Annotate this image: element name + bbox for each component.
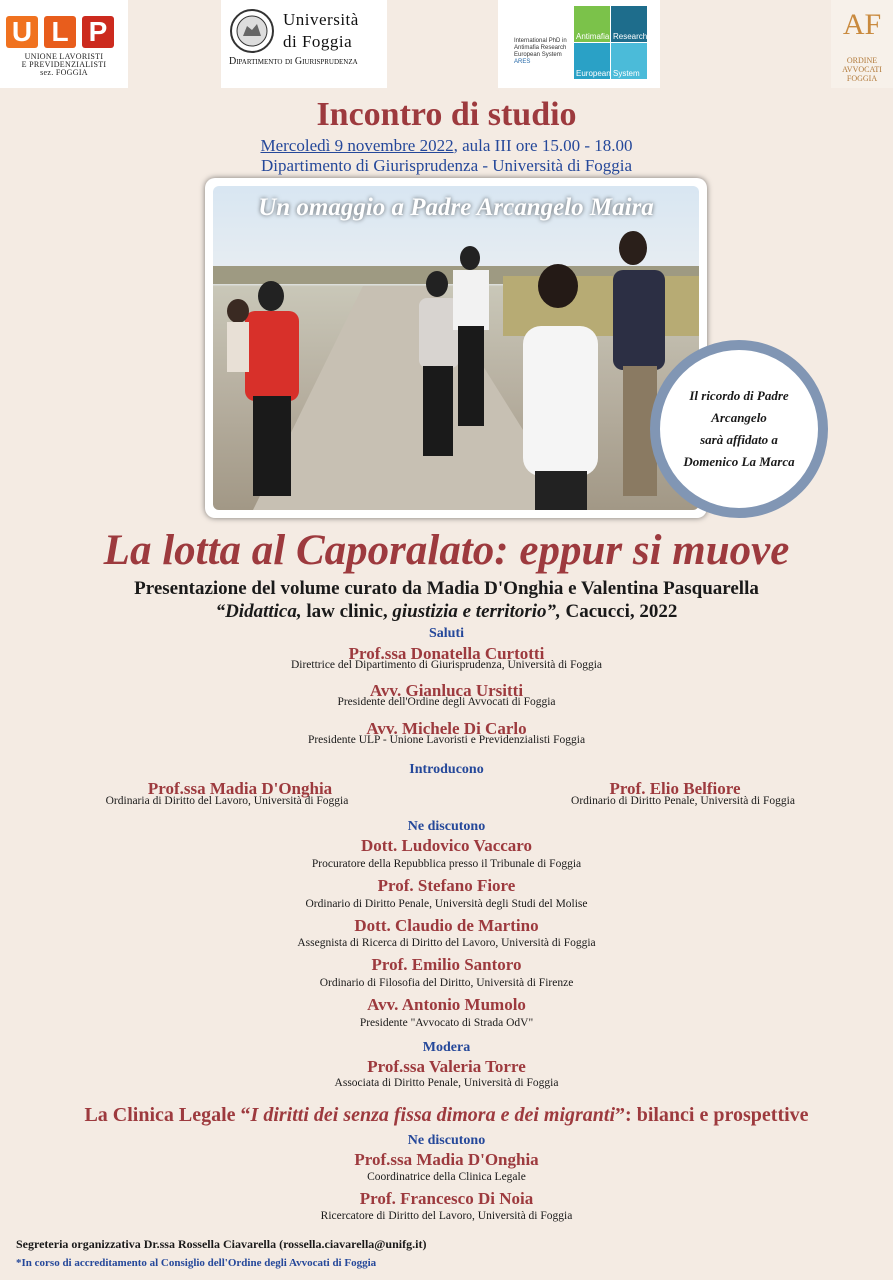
field-walk-photo	[213, 186, 699, 510]
discutono-label: Ne discutono	[407, 819, 486, 834]
modera-label: Modera	[422, 1040, 471, 1055]
university-seal-icon	[229, 8, 275, 54]
oaf-text: ORDINE AVVOCATI FOGGIA	[842, 56, 882, 83]
unifg-line1: Università	[283, 10, 359, 29]
discutono-name-2: Prof. Stefano Fiore	[377, 876, 516, 895]
clinica-role-1: Coordinatrice della Clinica Legale	[367, 1171, 526, 1183]
saluti-role-3: Presidente ULP - Unione Lavoristi e Previdenzialisti Foggia	[307, 734, 586, 746]
ares-tile-2: Research	[611, 6, 647, 42]
ulp-line2: E PREVIDENZIALISTI	[21, 60, 107, 69]
ares-tile-3: European	[574, 43, 610, 79]
clinica-role-2: Ricercatore di Diritto del Lavoro, Università di Foggia	[320, 1210, 573, 1222]
memory-circle	[650, 340, 828, 518]
intro-left-name: Prof.ssa Madia D'Onghia	[147, 779, 333, 798]
ares-tile-4: System	[611, 43, 647, 79]
oaf-monogram: AF	[842, 8, 882, 41]
ulp-line3: sez. FOGGIA	[40, 68, 88, 77]
discutono-role-2: Ordinario di Diritto Penale, Università degli Studi del Molise	[305, 898, 588, 910]
discutono-role-5: Presidente "Avvocato di Strada OdV"	[359, 1017, 534, 1029]
unifg-line2: di Foggia	[283, 32, 353, 51]
discutono-name-1: Dott. Ludovico Vaccaro	[360, 836, 533, 855]
presentation-line: Presentazione del volume curato da Madia D'Onghia e Valentina Pasquarella	[134, 578, 759, 599]
clinica-title: La Clinica Legale “I diritti dei senza fissa dimora e dei migranti”: bilanci e prospettive	[84, 1104, 809, 1126]
event-venue: Dipartimento di Giurisprudenza - Università di Foggia	[260, 156, 633, 175]
ulp-letter-u: U	[6, 16, 38, 48]
photo-frame	[205, 178, 707, 518]
introducono-label: Introducono	[409, 762, 484, 777]
ulp-line1: UNIONE LAVORISTI	[24, 52, 104, 61]
modera-name: Prof.ssa Valeria Torre	[367, 1057, 526, 1076]
footer-accreditation: *In corso di accreditamento al Consiglio dell'Ordine degli Avvocati di Foggia	[16, 1257, 377, 1269]
main-title: La lotta al Caporalato: eppur si muove	[103, 527, 790, 574]
saluti-label: Saluti	[428, 626, 464, 641]
intro-right-name: Prof. Elio Belfiore	[609, 779, 741, 798]
discutono-name-5: Avv. Antonio Mumolo	[367, 995, 526, 1014]
ordine-avvocati-logo	[831, 0, 893, 88]
discutono-name-4: Prof. Emilio Santoro	[371, 955, 522, 974]
intro-left-role: Ordinaria di Diritto del Lavoro, Università di Foggia	[105, 795, 349, 807]
modera-role: Associata di Diritto Penale, Università di Foggia	[334, 1077, 559, 1089]
saluti-name-2: Avv. Gianluca Ursitti	[369, 681, 524, 700]
discutono-name-3: Dott. Claudio de Martino	[354, 916, 539, 935]
clinica-name-2: Prof. Francesco Di Noia	[359, 1189, 534, 1208]
saluti-role-2: Presidente dell'Ordine degli Avvocati di Foggia	[337, 696, 556, 708]
ares-logo	[498, 0, 660, 88]
clinica-label: Ne discutono	[407, 1133, 486, 1148]
unifg-line3: Dipartimento di Giurisprudenza	[229, 56, 358, 67]
saluti-name-3: Avv. Michele Di Carlo	[366, 719, 527, 738]
discutono-role-3: Assegnista di Ricerca di Diritto del Lavoro, Università di Foggia	[297, 937, 596, 949]
discutono-role-1: Procuratore della Repubblica presso il Tribunale di Foggia	[311, 858, 582, 870]
intro-right-role: Ordinario di Diritto Penale, Università di Foggia	[571, 795, 795, 807]
event-date-line	[0, 136, 893, 156]
clinica-name-1: Prof.ssa Madia D'Onghia	[354, 1150, 539, 1169]
discutono-role-4: Ordinario di Filosofia del Diritto, Università di Firenze	[319, 977, 574, 989]
photo-caption: Un omaggio a Padre Arcangelo Maira	[258, 194, 654, 221]
ulp-logo	[0, 0, 128, 88]
event-time: , aula III ore 15.00 - 18.00	[453, 136, 633, 155]
unifg-logo	[221, 0, 387, 88]
book-title-line: “Didattica, law clinic, giustizia e territorio”, Cacucci, 2022	[215, 601, 678, 622]
ares-tile-1: Antimafia	[574, 6, 610, 42]
memory-text: Il ricordo di Padre Arcangelo sarà affidato a Domenico La Marca	[683, 388, 795, 469]
saluti-role-1: Direttrice del Dipartimento di Giurisprudenza, Università di Foggia	[290, 659, 603, 671]
ares-caption: International PhD in Antimafia Research European System ARES	[514, 38, 567, 65]
ulp-letter-l: L	[44, 16, 76, 48]
photo-illustration	[213, 186, 699, 510]
footer-secretary: Segreteria organizzativa Dr.ssa Rossella Ciavarella (rossella.ciavarella@unifg.it)	[16, 1237, 427, 1251]
saluti-name-1: Prof.ssa Donatella Curtotti	[348, 644, 545, 663]
event-heading: Incontro di studio	[316, 96, 577, 133]
event-date-link[interactable]: Mercoledì 9 novembre 2022	[260, 136, 454, 155]
ulp-letter-p: P	[82, 16, 114, 48]
